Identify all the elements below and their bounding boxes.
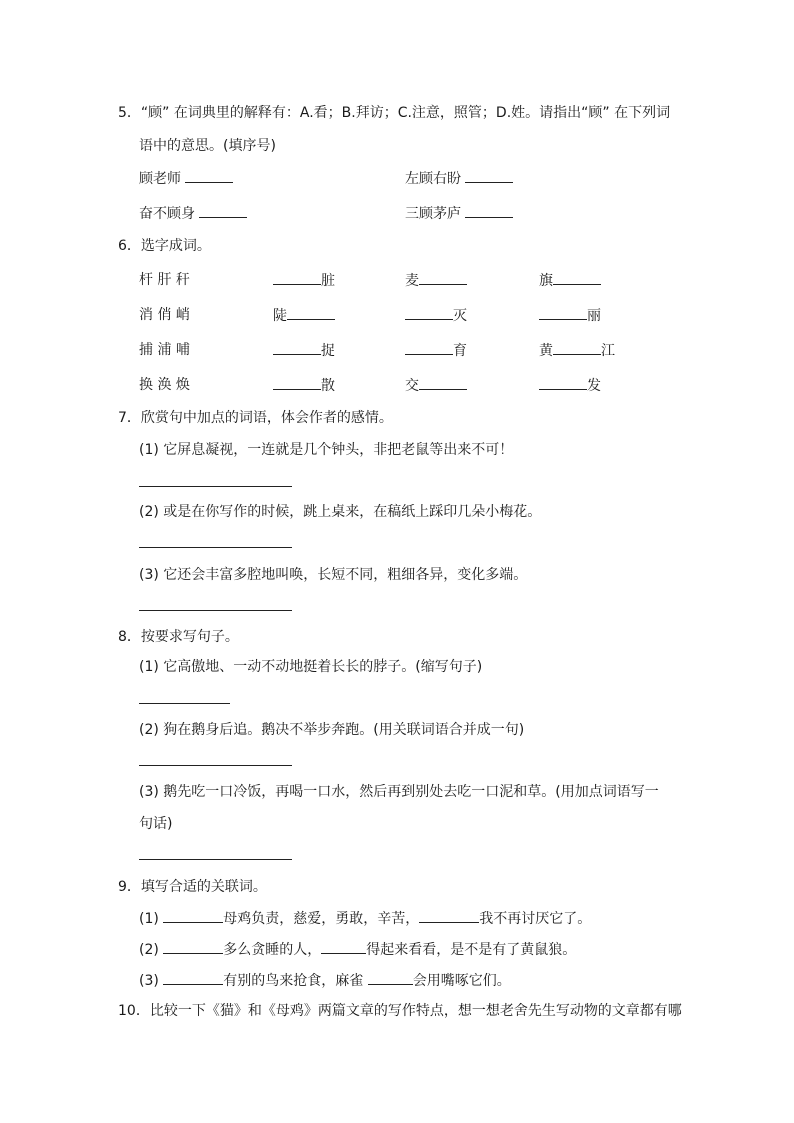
q7-stem: 7．欣赏句中加点的词语，体会作者的感情。: [118, 410, 393, 426]
q6-word: 发: [539, 375, 601, 396]
answer-line[interactable]: [139, 486, 292, 487]
q6-word: 育: [405, 340, 467, 361]
q6-word: 捉: [273, 340, 335, 361]
answer-line[interactable]: [139, 765, 292, 766]
q5-item: 三顾茅庐: [405, 203, 513, 224]
answer-blank[interactable]: [419, 375, 467, 390]
q6-char-group: 消 俏 峭: [139, 307, 190, 323]
q6-word: 麦: [405, 270, 467, 291]
q6-word: 旗: [539, 270, 601, 291]
q9-line-3: (3) 有别的鸟来抢食，麻雀 会用嘴啄它们。: [139, 970, 511, 991]
q7-sentence-3: (3) 它还会丰富多腔地叫唤，长短不同，粗细各异，变化多端。: [139, 567, 528, 583]
answer-blank[interactable]: [405, 305, 453, 320]
answer-blank[interactable]: [273, 270, 321, 285]
q9-line-1: (1) 母鸡负责，慈爱，勇敢，辛苦， 我不再讨厌它了。: [139, 908, 591, 929]
answer-line[interactable]: [139, 859, 292, 860]
answer-blank[interactable]: [553, 270, 601, 285]
q8-sentence-3a: (3) 鹅先吃一口冷饭，再喝一口水，然后再到别处去吃一口泥和草。(用加点词语写一: [139, 784, 659, 800]
answer-blank[interactable]: [419, 270, 467, 285]
answer-blank[interactable]: [185, 168, 233, 183]
q6-word: 交: [405, 375, 467, 396]
q5-stem-line2: 语中的意思。(填序号): [139, 138, 276, 154]
answer-blank[interactable]: [163, 970, 223, 985]
q6-word: 丽: [539, 305, 601, 326]
answer-blank[interactable]: [287, 305, 335, 320]
q8-sentence-2: (2) 狗在鹅身后追。鹅决不举步奔跑。(用关联词语合并成一句): [139, 722, 525, 738]
answer-blank[interactable]: [321, 939, 366, 954]
answer-blank[interactable]: [553, 340, 601, 355]
q6-char-group: 换 涣 焕: [139, 377, 190, 393]
q5-item: 奋不顾身: [139, 203, 247, 224]
q5-item: 顾老师: [139, 168, 233, 189]
answer-blank[interactable]: [539, 305, 587, 320]
q5-item: 左顾右盼: [405, 168, 513, 189]
answer-line[interactable]: [139, 703, 230, 704]
q8-stem: 8．按要求写句子。: [118, 629, 239, 645]
q9-line-2: (2) 多么贪睡的人， 得起来看看，是不是有了黄鼠狼。: [139, 939, 576, 960]
answer-blank[interactable]: [163, 939, 223, 954]
answer-blank[interactable]: [405, 340, 453, 355]
q6-word: 灭: [405, 305, 467, 326]
q8-sentence-1: (1) 它高傲地、一动不动地挺着长长的脖子。(缩写句子): [139, 659, 483, 675]
q5-stem-line1: 5．“顾” 在词典里的解释有：A.看；B.拜访；C.注意，照管；D.姓。请指出“顾” 在下列词: [118, 105, 671, 121]
q6-word: 脏: [273, 270, 335, 291]
answer-blank[interactable]: [465, 168, 513, 183]
answer-blank[interactable]: [273, 375, 321, 390]
q8-sentence-3b: 句话): [139, 816, 173, 832]
q10-stem: 10．比较一下《猫》和《母鸡》两篇文章的写作特点，想一想老舍先生写动物的文章都有哪: [118, 1003, 682, 1019]
answer-blank[interactable]: [539, 375, 587, 390]
answer-blank[interactable]: [163, 908, 223, 923]
answer-blank[interactable]: [273, 340, 321, 355]
q6-word: 陡: [273, 305, 335, 326]
q6-stem: 6．选字成词。: [118, 238, 211, 254]
q7-sentence-1: (1) 它屏息凝视，一连就是几个钟头，非把老鼠等出来不可！: [139, 442, 514, 458]
answer-blank[interactable]: [465, 203, 513, 218]
q6-word: 黄 江: [539, 340, 615, 361]
q6-char-group: 杆 肝 秆: [139, 272, 190, 288]
answer-line[interactable]: [139, 547, 292, 548]
answer-line[interactable]: [139, 610, 292, 611]
q6-char-group: 捕 浦 哺: [139, 342, 190, 358]
answer-blank[interactable]: [199, 203, 247, 218]
answer-blank[interactable]: [419, 908, 479, 923]
q6-word: 散: [273, 375, 335, 396]
q9-stem: 9．填写合适的关联词。: [118, 879, 267, 895]
answer-blank[interactable]: [368, 970, 413, 985]
q7-sentence-2: (2) 或是在你写作的时候，跳上桌来，在稿纸上踩印几朵小梅花。: [139, 504, 542, 520]
